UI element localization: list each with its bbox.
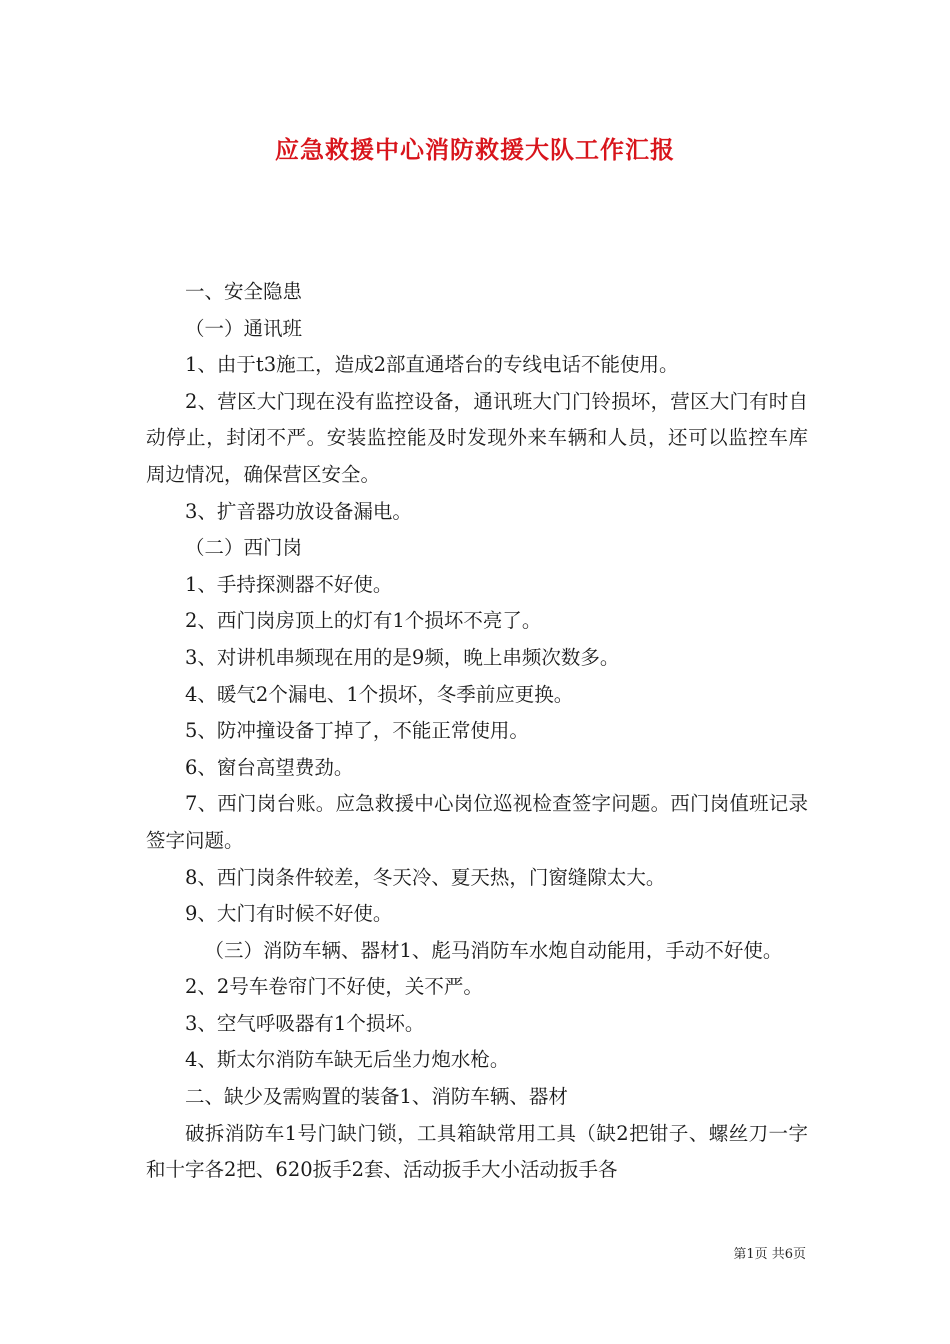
- paragraph: 2、2号车卷帘门不好使，关不严。: [185, 975, 483, 999]
- section-heading-hazards: 一、安全隐患: [185, 280, 303, 303]
- paragraph: 破拆消防车1号门缺门锁，工具箱缺常用工具（缺2把钳子、螺丝刀一字和十字各2把、620扳手2套、活动扳手大小活动扳手各: [146, 1121, 808, 1182]
- paragraph: 5、防冲撞设备丁掉了，不能正常使用。: [185, 719, 529, 743]
- subsection-heading-vehicles: （三）消防车辆、器材1、彪马消防车水炮自动能用，手动不好使。: [204, 938, 783, 962]
- paragraph: 3、对讲机串频现在用的是9频，晚上串频次数多。: [185, 645, 620, 669]
- paragraph: 3、空气呼吸器有1个损坏。: [185, 1011, 425, 1035]
- subsection-heading-west-gate: （二）西门岗: [185, 536, 303, 560]
- paragraph: 3、扩音器功放设备漏电。: [185, 499, 412, 523]
- paragraph: 2、西门岗房顶上的灯有1个损坏不亮了。: [185, 609, 542, 633]
- paragraph: 6、窗台高望费劲。: [185, 755, 354, 779]
- paragraph: 8、西门岗条件较差，冬天冷、夏天热，门窗缝隙太大。: [185, 865, 666, 889]
- paragraph: 1、由于t3施工，造成2部直通塔台的专线电话不能使用。: [185, 353, 679, 377]
- document-title: 应急救援中心消防救援大队工作汇报: [275, 135, 675, 164]
- paragraph: 4、暖气2个漏电、1个损坏，冬季前应更换。: [185, 682, 574, 706]
- paragraph: 4、斯太尔消防车缺无后坐力炮水枪。: [185, 1048, 510, 1072]
- paragraph: 7、西门岗台账。应急救援中心岗位巡视检查签字问题。西门岗值班记录签字问题。: [146, 792, 808, 852]
- page-footer: 第1页 共6页: [733, 1247, 806, 1262]
- section-heading-equipment: 二、缺少及需购置的装备1、消防车辆、器材: [185, 1085, 568, 1109]
- subsection-heading-comms: （一）通讯班: [185, 316, 303, 340]
- paragraph: 1、手持探测器不好使。: [185, 572, 393, 596]
- document-body: [146, 274, 808, 1189]
- paragraph: 2、营区大门现在没有监控设备，通讯班大门门铃损坏，营区大门有时自动停止，封闭不严。安装监控能及时发现外来车辆和人员，还可以监控车库周边情况，确保营区安全。: [146, 389, 808, 486]
- paragraph: 9、大门有时候不好使。: [185, 902, 393, 926]
